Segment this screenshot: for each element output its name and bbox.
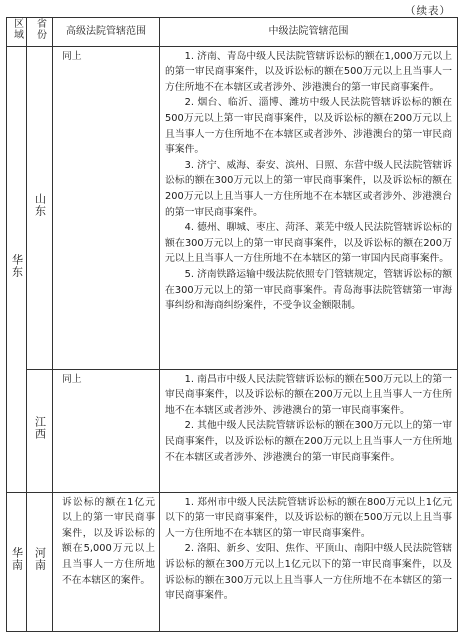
- intermediate-court-cell: [160, 46, 458, 369]
- table-row: [7, 369, 458, 492]
- list-item: 2. 其他中级人民法院管辖诉讼标的额在300万元以上的第一审民商事案件，以及诉讼标的额在200万元以上且当事人一方住所地不在本辖区或者涉外、涉港澳台的第一审民商事案件。: [165, 420, 452, 463]
- list-item: 4. 德州、聊城、枣庄、菏泽、莱芜中级人民法院管辖诉讼标的额在300万元以上的第一审民商事案件，以及诉讼标的额在200万元以上且当事人一方住所地不在本辖区的第一审国内民商事案件。: [165, 222, 452, 265]
- header-province: 省份: [27, 18, 53, 47]
- high-court-cell: 同上: [53, 369, 160, 492]
- region-cell: 华东: [7, 46, 27, 492]
- high-court-cell: 同上: [53, 46, 160, 369]
- header-region: 区域: [7, 18, 27, 47]
- region-cell: 华南: [7, 492, 27, 631]
- list-item: 5. 济南铁路运输中级法院依照专门管辖规定，管辖诉讼标的额在300万元以上的第一审民商事案件。青岛海事法院管辖第一审海事纠纷和海商纠纷案件，不受争议金额限制。: [165, 268, 452, 312]
- province-cell: 河南: [27, 492, 53, 631]
- table-row: [7, 46, 458, 369]
- high-court-cell: 诉讼标的额在1亿元以上的第一审民商事案件，以及诉讼标的额在5,000万元以上且当事人一方住所地不在本辖区的案件。: [53, 492, 160, 631]
- list-item: 1. 济南、青岛中级人民法院管辖诉讼标的额在1,000万元以上的第一审民商事案件，以及诉讼标的额在500万元以上且当事人一方住所地不在本辖区或者涉外、涉港澳台的第一审民商事案件。: [165, 50, 452, 93]
- header-intermediate-court: 中级法院管辖范围: [160, 18, 458, 47]
- list-item: 1. 南昌市中级人民法院管辖诉讼标的额在500万元以上的第一审民商事案件，以及诉讼标的额在200万元以上且当事人一方住所地不在本辖区或者涉外、涉港澳台的第一审民商事案件。: [165, 373, 452, 416]
- table-header-row: [7, 18, 458, 47]
- header-high-court: 高级法院管辖范围: [53, 18, 160, 47]
- list-item: 2. 洛阳、新乡、安阳、焦作、平顶山、南阳中级人民法院管辖诉讼标的额在300万元以上1亿元以下的第一审民商事案件，以及诉讼标的额在300万元以上且当事人一方住所地不在本辖区的第一审民商事案件。: [165, 543, 452, 602]
- list-item: 3. 济宁、威海、泰安、滨州、日照、东营中级人民法院管辖诉讼标的额在300万元以上的第一审民商事案件，以及诉讼标的额在200万元以上且当事人一方住所地不在本辖区或者涉外、涉港澳台的第一审民商事案件。: [165, 159, 452, 218]
- province-cell: 江西: [27, 369, 53, 492]
- table-row: [7, 492, 458, 631]
- list-item: 2. 烟台、临沂、淄博、潍坊中级人民法院管辖诉讼标的额在500万元以上第一审民商事案件，以及诉讼标的额在200万元以上且当事人一方住所地不在本辖区或者涉外、涉港澳台的第一审民商事案件。: [165, 97, 452, 156]
- intermediate-court-cell: [160, 492, 458, 631]
- list-item: 1. 郑州市中级人民法院管辖诉讼标的额在800万元以上1亿元以下的第一审民商事案件，以及诉讼标的额在500万元以上且当事人一方住所地不在本辖区的第一审民商事案件。: [165, 496, 452, 539]
- intermediate-court-cell: [160, 369, 458, 492]
- continued-label: （续表）: [405, 5, 451, 17]
- province-cell: 山东: [27, 46, 53, 369]
- jurisdiction-table: [6, 17, 458, 632]
